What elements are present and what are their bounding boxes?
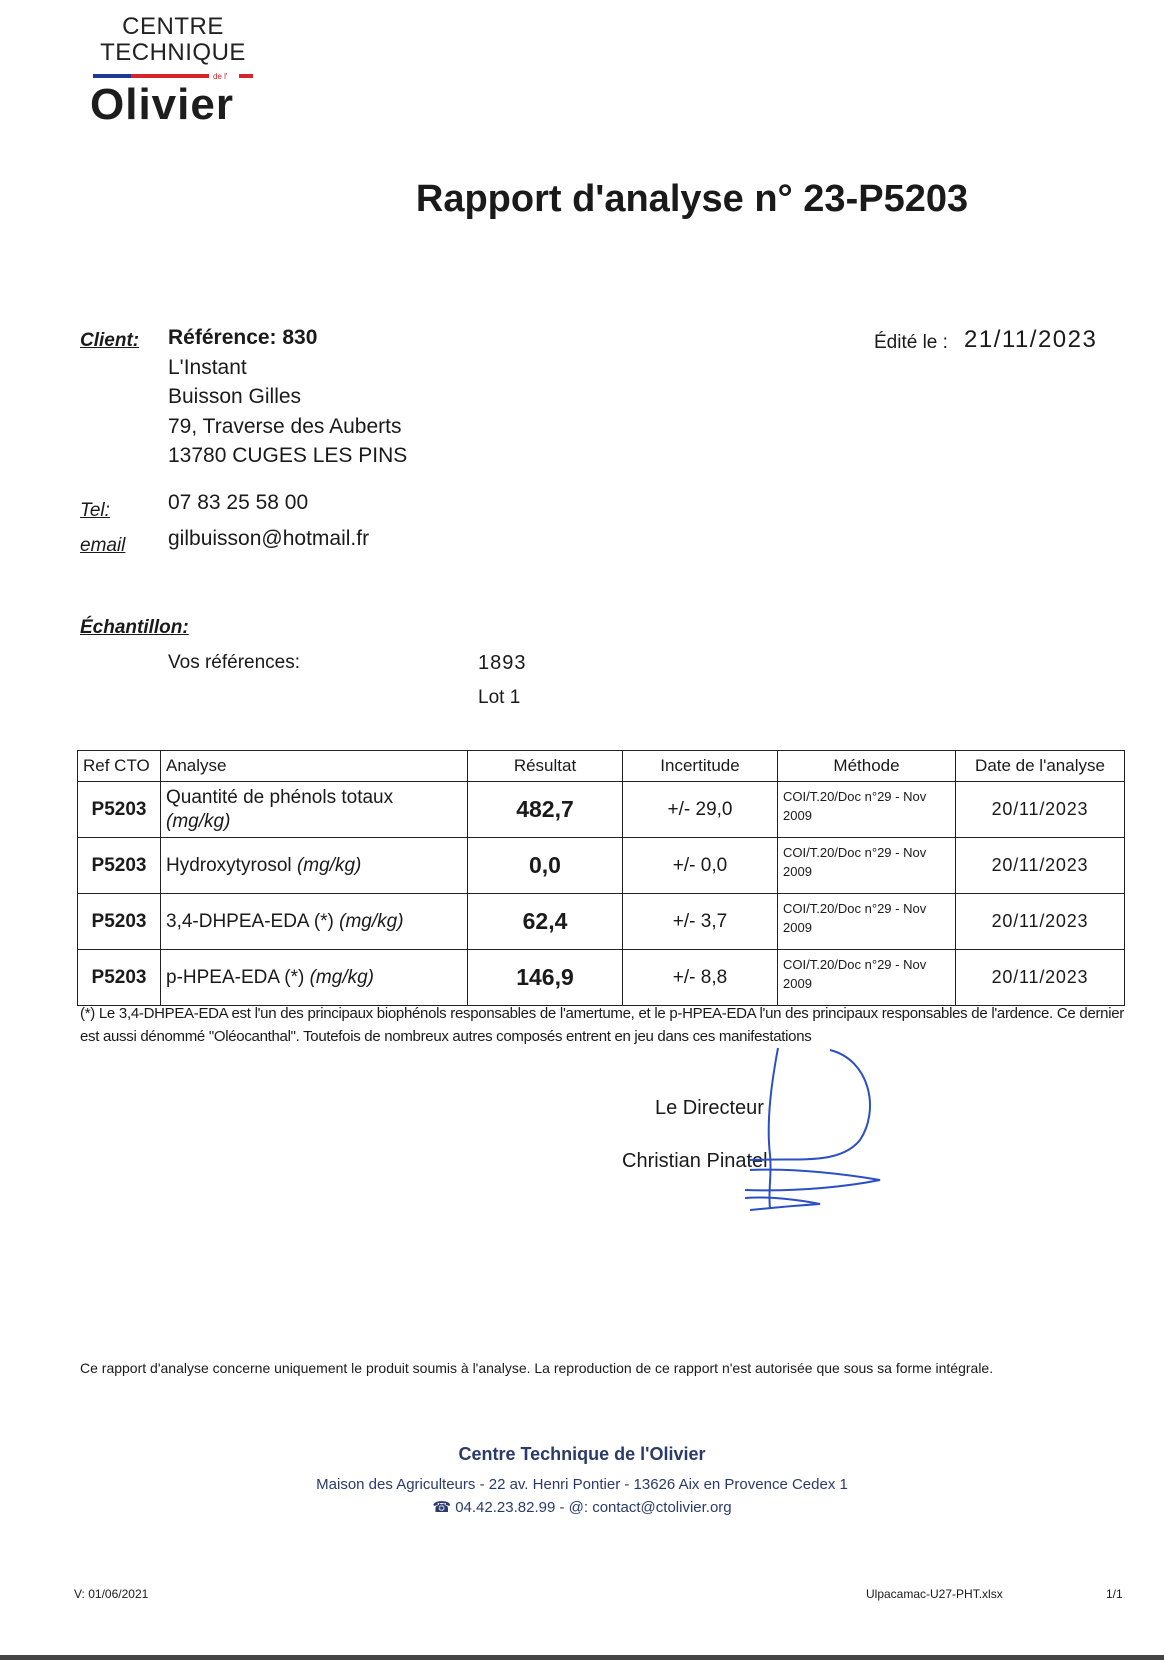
row-analyse	[161, 950, 468, 1006]
tel-value: 07 83 25 58 00	[168, 491, 309, 514]
signature-title: Le Directeur	[655, 1097, 764, 1119]
logo-small-text: de l'	[213, 72, 228, 80]
row-uncertainty: +/- 29,0	[623, 782, 778, 838]
org-address: Maison des Agriculteurs - 22 av. Henri Pontier - 13626 Aix en Provence Cedex 1	[316, 1476, 848, 1493]
analyse-unit: (mg/kg)	[166, 810, 231, 832]
row-date: 20/11/2023	[956, 950, 1125, 1006]
report-title: Rapport d'analyse n° 23-P5203	[415, 178, 969, 220]
row-date: 20/11/2023	[956, 782, 1125, 838]
results-table	[77, 750, 1125, 1006]
row-method: COI/T.20/Doc n°29 - Nov 2009	[778, 894, 956, 950]
table-row	[78, 950, 1125, 1006]
sample-label: Échantillon:	[80, 617, 189, 638]
phone-icon: ☎	[432, 1499, 456, 1516]
analyse-name: Quantité de phénols totaux	[166, 786, 394, 808]
table-header-row	[78, 751, 1125, 782]
table-row	[78, 782, 1125, 838]
bottom-edge	[0, 1655, 1164, 1660]
row-analyse	[161, 838, 468, 894]
version: V: 01/06/2021	[74, 1587, 149, 1601]
row-result: 0,0	[468, 838, 623, 894]
client-line: 79, Traverse des Auberts	[168, 415, 402, 438]
email-label: email	[80, 535, 126, 556]
logo-wordmark: Olivier	[90, 80, 234, 129]
header-result: Résultat	[468, 751, 623, 782]
analyse-name: Hydroxytyrosol	[166, 854, 292, 876]
header-date: Date de l'analyse	[956, 751, 1125, 782]
sample-refs-label: Vos références:	[168, 652, 301, 673]
sample-lot: Lot 1	[478, 687, 521, 708]
signature-name: Christian Pinatel	[622, 1150, 768, 1172]
header-uncertainty: Incertitude	[623, 751, 778, 782]
client-line: L'Instant	[168, 356, 247, 379]
row-result: 482,7	[468, 782, 623, 838]
page-number: 1/1	[1106, 1587, 1123, 1601]
row-analyse	[161, 894, 468, 950]
disclaimer: Ce rapport d'analyse concerne uniquement le produit soumis à l'analyse. La reproduction de ce rapport n'est autorisée que sous sa forme intégrale.	[80, 1360, 994, 1376]
row-ref: P5203	[78, 838, 161, 894]
edited-label: Édité le :	[874, 332, 948, 353]
logo-flag-stripe	[93, 72, 258, 80]
row-analyse	[161, 782, 468, 838]
row-date: 20/11/2023	[956, 894, 1125, 950]
logo-line2: TECHNIQUE	[100, 39, 246, 66]
row-uncertainty: +/- 3,7	[623, 894, 778, 950]
analyse-unit: (mg/kg)	[296, 854, 362, 876]
client-label: Client:	[80, 330, 140, 351]
row-date: 20/11/2023	[956, 838, 1125, 894]
row-method: COI/T.20/Doc n°29 - Nov 2009	[778, 838, 956, 894]
header-method: Méthode	[778, 751, 956, 782]
header-ref: Ref CTO	[78, 751, 161, 782]
row-method: COI/T.20/Doc n°29 - Nov 2009	[778, 782, 956, 838]
contact-text: 04.42.23.82.99 - @: contact@ctolivier.org	[455, 1499, 732, 1516]
row-uncertainty: +/- 0,0	[623, 838, 778, 894]
file-name: Ulpacamac-U27-PHT.xlsx	[866, 1587, 1003, 1601]
sample-ref-value: 1893	[478, 652, 527, 674]
handwritten-signature	[730, 1040, 930, 1220]
analyse-name: p-HPEA-EDA (*)	[166, 966, 305, 988]
header-analyse: Analyse	[161, 751, 468, 782]
org-contact	[0, 1498, 1164, 1516]
client-line: Buisson Gilles	[168, 385, 302, 408]
email-value: gilbuisson@hotmail.fr	[168, 527, 370, 550]
edited-date: 21/11/2023	[964, 326, 1098, 353]
row-ref: P5203	[78, 894, 161, 950]
footnote-text: (*) Le 3,4-DHPEA-EDA est l'un des principaux biophénols responsables de l'amertume, et le p-HPEA-EDA l'un des principaux responsables de l'ardence. Ce dernier est aussi dénommé "Oléocanthal". Toutefois de nombreux autres composés entrent en jeu dans ces manifestations	[80, 1005, 1124, 1045]
row-ref: P5203	[78, 782, 161, 838]
table-row	[78, 838, 1125, 894]
logo-line1: CENTRE	[122, 13, 224, 40]
ctolivier-logo	[88, 14, 268, 134]
row-method: COI/T.20/Doc n°29 - Nov 2009	[778, 950, 956, 1006]
analyse-name: 3,4-DHPEA-EDA (*)	[166, 910, 334, 932]
row-uncertainty: +/- 8,8	[623, 950, 778, 1006]
row-result: 62,4	[468, 894, 623, 950]
client-reference: Référence: 830	[168, 326, 318, 349]
row-ref: P5203	[78, 950, 161, 1006]
analyse-unit: (mg/kg)	[309, 966, 374, 988]
org-name: Centre Technique de l'Olivier	[458, 1444, 706, 1464]
table-row	[78, 894, 1125, 950]
tel-label: Tel:	[80, 500, 110, 521]
analyse-unit: (mg/kg)	[339, 910, 404, 932]
client-line: 13780 CUGES LES PINS	[168, 444, 408, 467]
row-result: 146,9	[468, 950, 623, 1006]
